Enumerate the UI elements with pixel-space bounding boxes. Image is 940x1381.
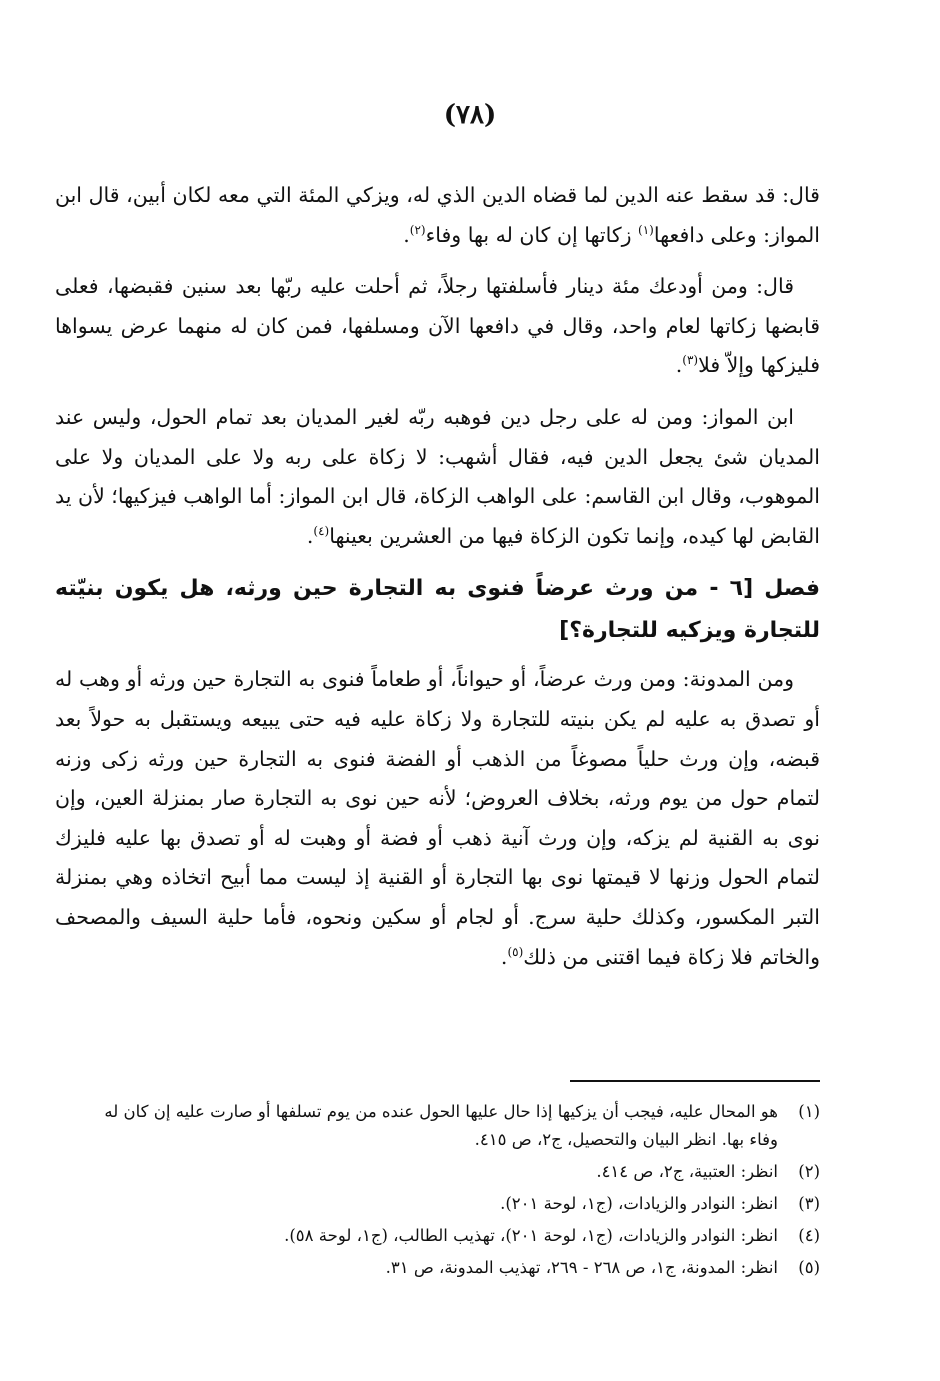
footnotes — [80, 1098, 820, 1286]
footnote-number: (٣) — [798, 1194, 820, 1213]
paragraph-2 — [55, 267, 820, 386]
footnote-2 — [80, 1158, 820, 1186]
footnote-text: انظر: النوادر والزيادات، (ج١، لوحة ٢٠١). — [500, 1194, 778, 1213]
paragraph-3-text: ابن المواز: ومن له على رجل دين فوهبه ربّه لغير المديان بعد تمام الحول، وليس عند المديان شئ يجعل الدين فيه، فقال أشهب: لا زكاة على ربه ولا على المديان ولا على الموهوب، وقال ابن القاسم: على الواهب الزكاة، قال ابن المواز: أما الواهب فيزكيها؛ لأن يد القابض لها كيده، وإنما تكون الزكاة فيها من العشرين بعينها — [55, 404, 820, 548]
footnote-5 — [80, 1254, 820, 1282]
page-number: (٧٨) — [443, 100, 497, 130]
footnote-text: انظر: المدونة، ج١، ص ٢٦٨ - ٢٦٩، تهذيب المدونة، ص ٣١. — [385, 1258, 778, 1277]
footnote-ref-1: (١) — [638, 222, 654, 237]
footnote-number: (٤) — [798, 1226, 820, 1245]
paragraph-4 — [55, 660, 820, 977]
paragraph-3 — [55, 398, 820, 556]
footnote-text: هو المحال عليه، فيجب أن يزكيها إذا حال عليها الحول عنده من يوم تسلفها أو صارت عليه إن كان له وفاء بها. انظر البيان والتحصيل، ج٢، ص ٤١٥. — [104, 1102, 778, 1149]
footnote-number: (٥) — [798, 1258, 820, 1277]
footnote-4 — [80, 1222, 820, 1250]
paragraph-4-text: ومن المدونة: ومن ورث عرضاً، أو حيواناً، أو طعاماً فنوى به التجارة حين ورثه أو وهب له أو تصدق به عليه لم يكن بنيته للتجارة ولا زكاة عليه فيه حتى يبيعه ويستقبل به حولاً بعد قبضه، وإن ورث حلياً مصوغاً من الذهب أو الفضة فنوى به التجارة حين ورثه زكى وزنه لتمام حول من يوم ورثه، بخلاف العروض؛ لأنه حين نوى به التجارة صار بمنزلة العين، وإن نوى به القنية لم يزكه، وإن ورث آنية ذهب أو فضة أو وهبت له أو تصدق بها عليه فليزك لتمام الحول وزنها لا قيمتها نوى بها التجارة أو القنية إذ ليست مما أبيح اتخاذه وهي بمنزلة التبر المكسور، وكذلك حلية سرج. أو لجام أو سكين ونحوه، فأما حلية السيف والمصحف والخاتم فلا زكاة فيما اقتنى من ذلك — [55, 667, 820, 969]
footnote-ref-4: (٤) — [313, 523, 330, 538]
footnote-3 — [80, 1190, 820, 1218]
paragraph-2-end: . — [675, 353, 683, 378]
paragraph-1-end: . — [403, 222, 410, 247]
section-heading: فصل [٦ - من ورث عرضاً فنوى به التجارة حين ورثه، هل يكون بنيّته للتجارة ويزكيه للتجارة؟] — [55, 576, 820, 644]
paragraph-1 — [55, 176, 820, 255]
footnote-text: انظر: النوادر والزيادات، (ج١، لوحة ٢٠١)، تهذيب الطالب، (ج١، لوحة ٥٨). — [284, 1226, 778, 1245]
footnote-number: (٢) — [798, 1162, 820, 1181]
footnote-separator — [570, 1080, 820, 1082]
footnote-ref-5: (٥) — [507, 944, 524, 959]
footnote-number: (١) — [798, 1102, 820, 1121]
main-text — [55, 176, 820, 989]
footnote-ref-2: (٢) — [409, 222, 426, 237]
footnote-text: انظر: العتبية، ج٢، ص ٤١٤. — [596, 1162, 778, 1181]
footnote-1 — [80, 1098, 820, 1154]
footnote-ref-3: (٣) — [682, 353, 699, 368]
paragraph-1-text-cont: زكاتها إن كان له بها وفاء — [425, 222, 639, 247]
paragraph-1-text: قال: قد سقط عنه الدين لما قضاه الدين الذي له، ويزكي المئة التي معه لكان أبين، قال ابن المواز: وعلى دافعها — [55, 183, 820, 247]
paragraph-2-text: قال: ومن أودعك مئة دينار فأسلفتها رجلاً، ثم أحلت عليه ربّها بعد سنين فقبضها، فعلى قابضها زكاتها لعام واحد، وقال في دافعها الآن ومسلفها، فمن كان له منهما عرض يسواها فليزكها وإلاّ فلا — [55, 274, 820, 378]
paragraph-3-end: . — [306, 523, 314, 548]
paragraph-4-end: . — [500, 944, 508, 969]
